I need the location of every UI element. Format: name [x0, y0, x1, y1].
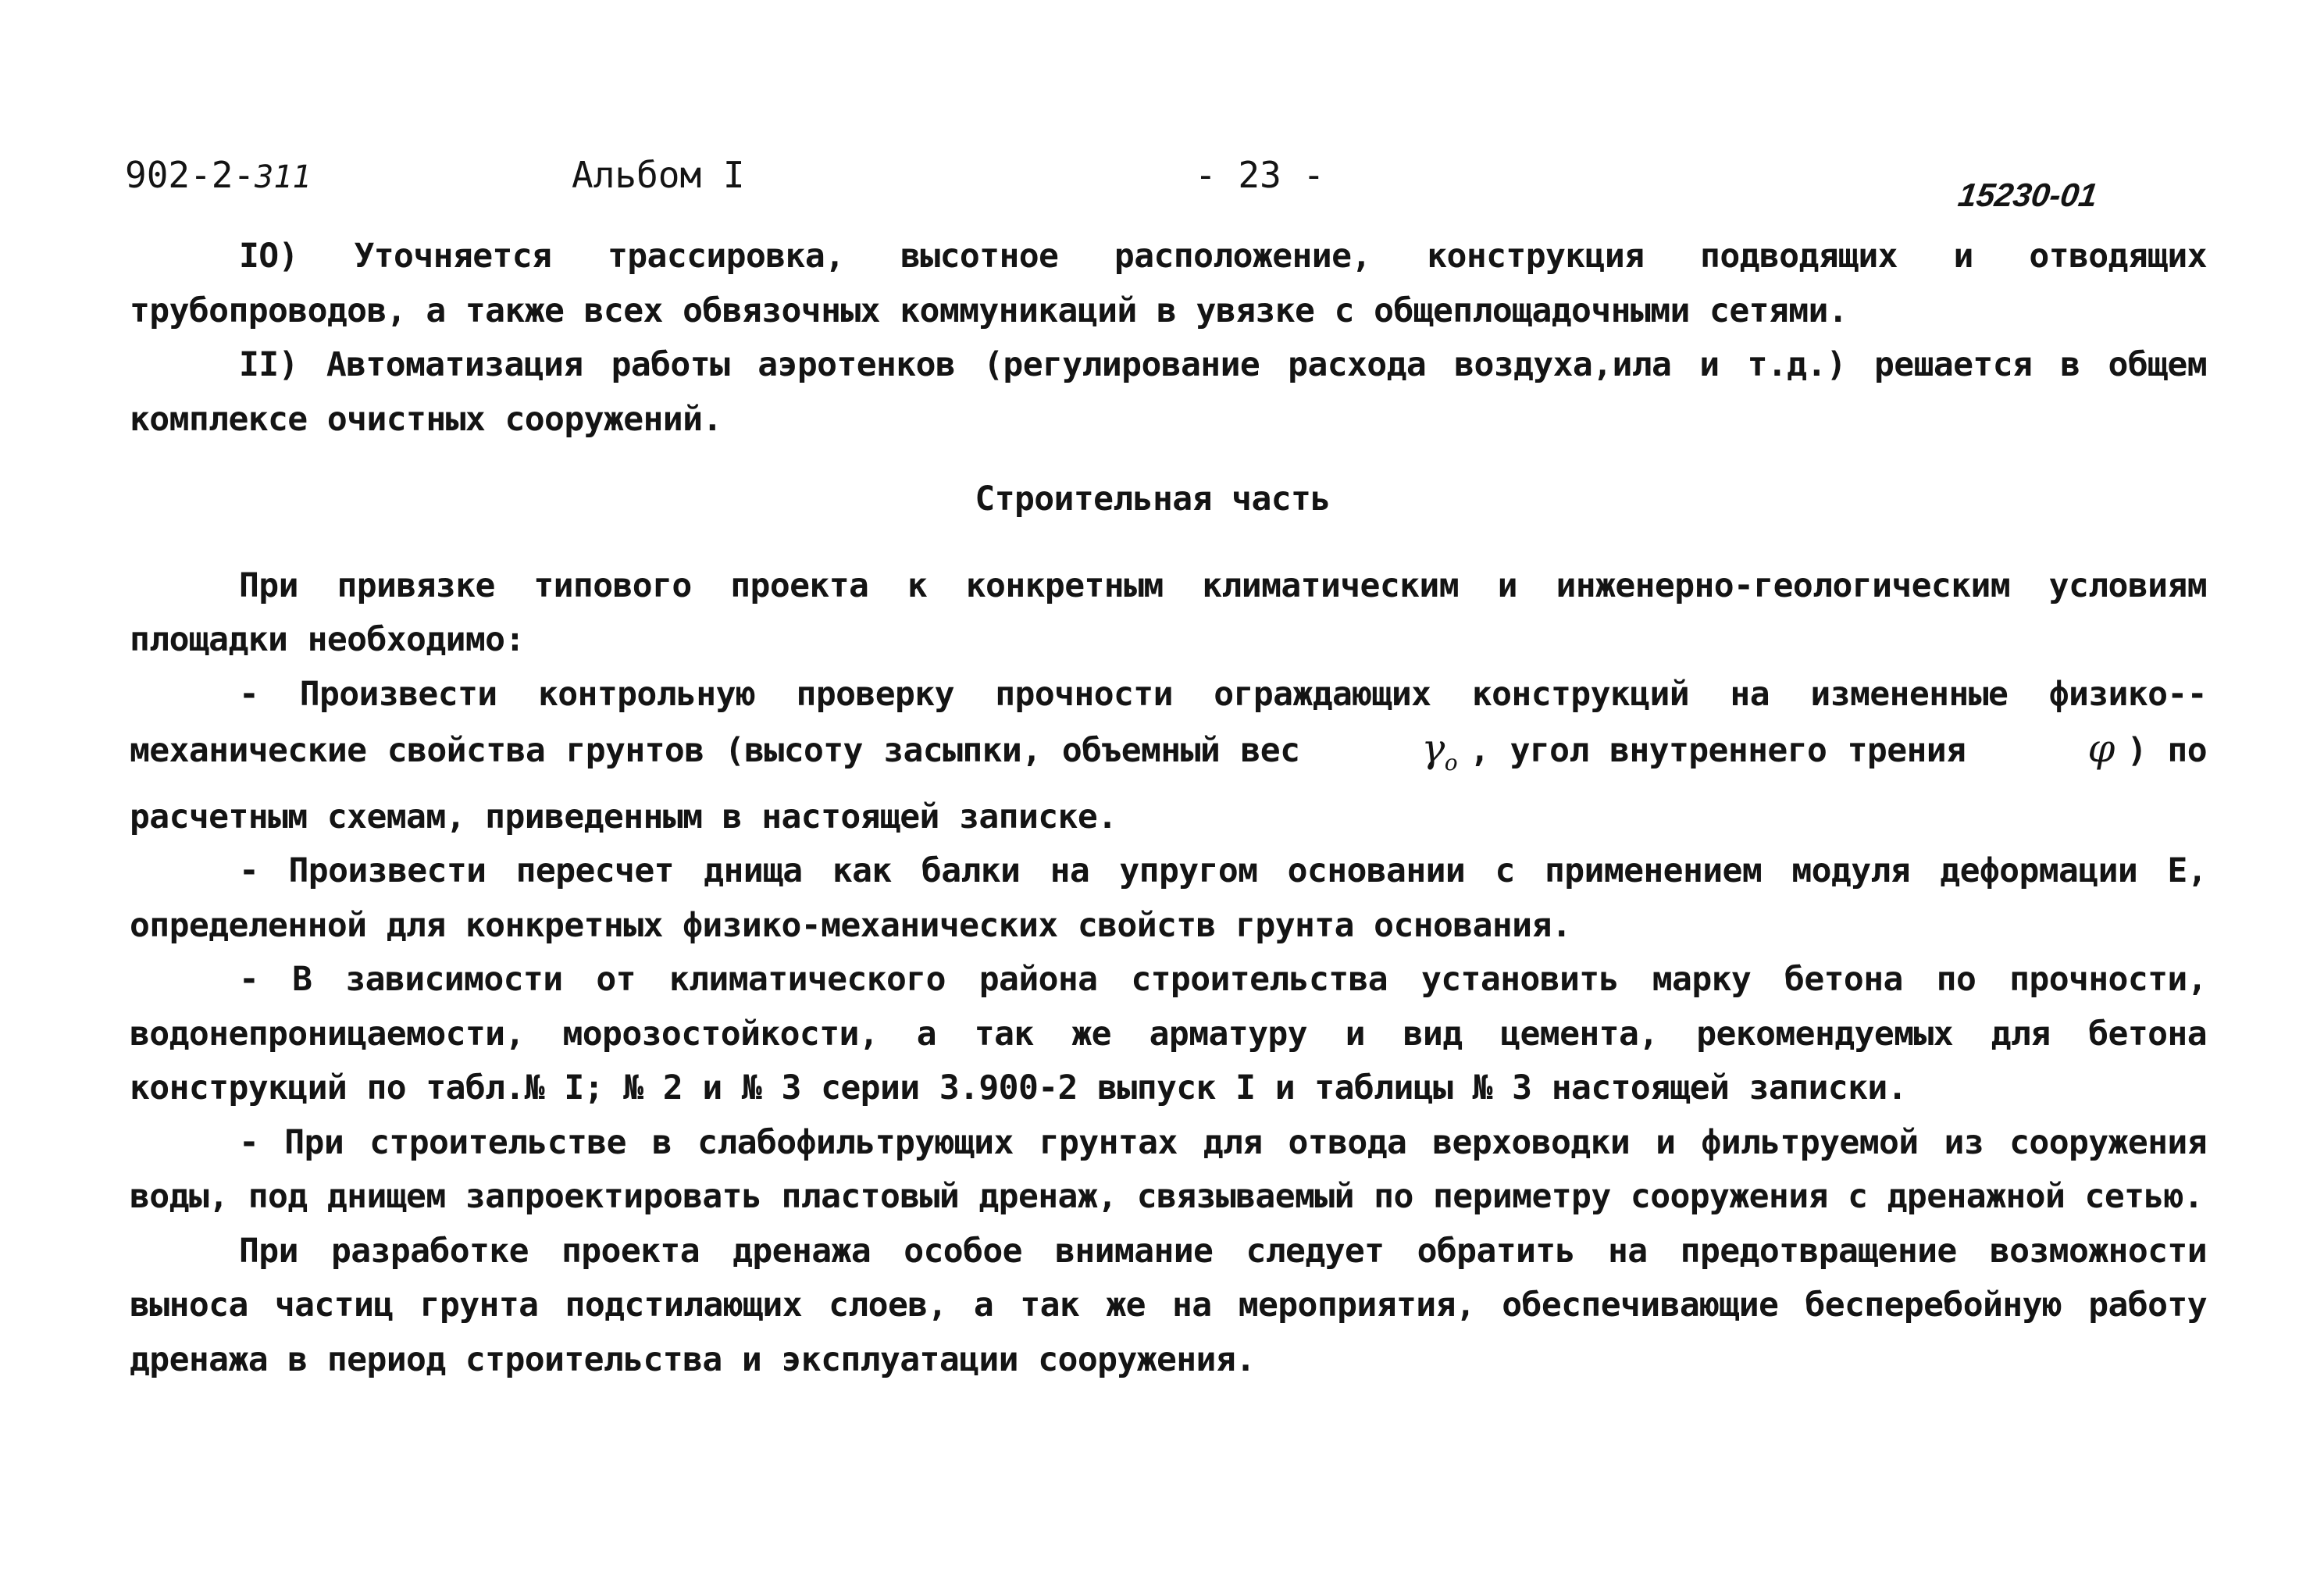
- paragraph-11: II) Автоматизация работы аэротенков (регулирование расхода воздуха,ила и т.д.) решается в общем комплексе очистных сооружений.: [130, 345, 2207, 439]
- construction-item-3: - В зависимости от климатического района строительства установить марку бетона по прочности, водонепроницаемости, морозостойкости, а так же арматуру и вид цемента, рекомендуемых для бетона конструкций по табл.№ I; № 2 и № 3 серии 3.900-2 выпуск I и таблицы № 3 настоящей записки.: [130, 960, 2207, 1107]
- album-label: Альбом I: [572, 154, 745, 196]
- construction-intro: При привязке типового проекта к конкретным климатическим и инженерно-геологическим условиям площадки необходимо:: [130, 565, 2207, 659]
- construction-item-1: [130, 668, 2207, 845]
- unit-weight-symbol: [1299, 722, 1470, 790]
- section-title: Строительная часть: [975, 480, 1331, 519]
- document-code-prefix: 902-2-: [125, 154, 255, 196]
- construction-item-1-text-c: ) по расчетным схемам, приведенным в настоящей записке.: [130, 731, 2207, 836]
- inventory-stamp: 15230-01: [1955, 177, 2100, 213]
- construction-item-1-text-b: , угол внутреннего трения: [1469, 731, 1966, 770]
- paragraph-10: IO) Уточняется трассировка, высотное расположение, конструкция подводящих и отводящих трубопроводов, а также всех обвязочных коммуникаций в увязке с общеплощадочными сетями.: [130, 237, 2207, 330]
- construction-item-2: - Произвести пересчет днища как балки на упругом основании с применением модуля деформации Е, определенной для конкретных физико-механических свойств грунта основания.: [130, 851, 2207, 945]
- construction-item-1-text-a: - Произвести контрольную проверку прочности ограждающих конструкций на измененные физико-- механические свойства грунтов (высоту засыпки, объемный вес: [130, 674, 2207, 770]
- document-code: [125, 153, 311, 199]
- unit-weight-symbol-main: γ: [1421, 726, 1445, 771]
- construction-item-4: - При строительстве в слабофильтрующих грунтах для отвода верховодки и фильтруемой из сооружения воды, под днищем запроектировать пластовый дренаж, связываемый по периметру сооружения с дренажной сетью.: [130, 1122, 2207, 1216]
- document-body: [130, 230, 2207, 1387]
- page-number: - 23 -: [1195, 154, 1325, 196]
- friction-angle-symbol: φ: [2087, 726, 2115, 771]
- unit-weight-symbol-sub: о: [1444, 750, 1457, 776]
- drainage-paragraph: При разработке проекта дренажа особое внимание следует обратить на предотвращение возможности выноса частиц грунта подстилающих слоев, а так же на мероприятия, обеспечивающие бесперебойную работу дренажа в период строительства и эксплуатации сооружения.: [130, 1231, 2207, 1379]
- document-code-suffix: 311: [255, 159, 312, 195]
